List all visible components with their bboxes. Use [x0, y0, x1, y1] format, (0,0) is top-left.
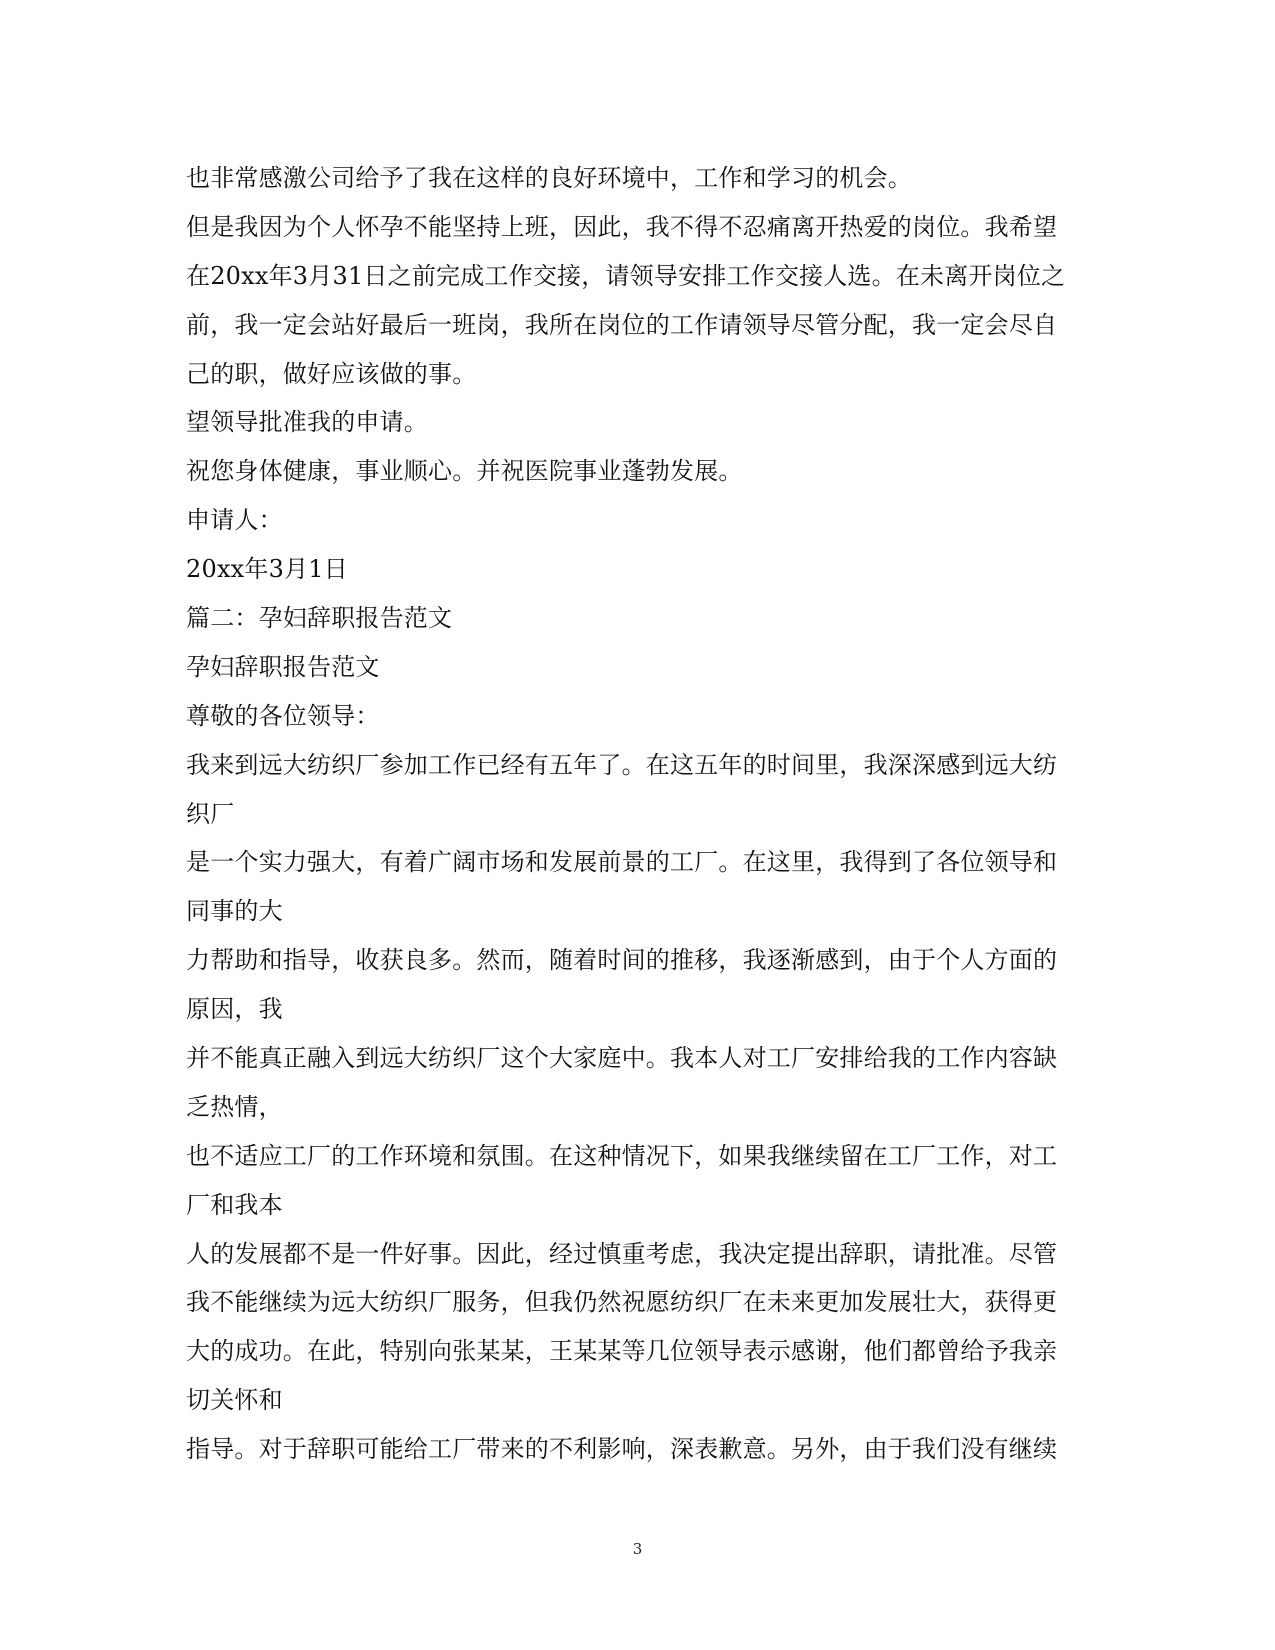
text-line: 但是我因为个人怀孕不能坚持上班，因此，我不得不忍痛离开热爱的岗位。我希望: [186, 212, 1058, 241]
text-line: 乏热情，: [186, 1092, 283, 1121]
text-line: 指导。对于辞职可能给工厂带来的不利影响，深表歉意。另外，由于我们没有继续: [186, 1435, 1058, 1464]
section-heading: 篇二：孕妇辞职报告范文: [186, 604, 453, 633]
page-number: 3: [632, 1540, 643, 1558]
text-line: 望领导批准我的申请。: [186, 408, 428, 437]
salutation: 尊敬的各位领导：: [186, 701, 380, 730]
text-line: 祝您身体健康，事业顺心。并祝医院事业蓬勃发展。: [186, 457, 743, 486]
text-line: 我来到远大纺织厂参加工作已经有五年了。在这五年的时间里，我深深感到远大纺: [186, 750, 1058, 779]
text-line: 并不能真正融入到远大纺织厂这个大家庭中。我本人对工厂安排给我的工作内容缺: [186, 1044, 1058, 1073]
text-line: 前，我一定会站好最后一班岗，我所在岗位的工作请领导尽管分配，我一定会尽自: [186, 310, 1058, 339]
text-line: 也不适应工厂的工作环境和氛围。在这种情况下，如果我继续留在工厂工作，对工: [186, 1141, 1058, 1170]
text-line: 人的发展都不是一件好事。因此，经过慎重考虑，我决定提出辞职，请批准。尽管: [186, 1239, 1058, 1268]
signature-date: 20xx年3月1日: [186, 555, 348, 584]
text-line: 己的职，做好应该做的事。: [186, 359, 477, 388]
document-title: 孕妇辞职报告范文: [186, 652, 380, 681]
body-text: [186, 154, 1086, 1474]
text-line: 我不能继续为远大纺织厂服务，但我仍然祝愿纺织厂在未来更加发展壮大，获得更: [186, 1288, 1058, 1317]
text-line: 厂和我本: [186, 1190, 283, 1219]
text-line: 力帮助和指导，收获良多。然而，随着时间的推移，我逐渐感到，由于个人方面的: [186, 946, 1058, 975]
text-line: 是一个实力强大，有着广阔市场和发展前景的工厂。在这里，我得到了各位领导和: [186, 848, 1058, 877]
text-line: 在20xx年3月31日之前完成工作交接，请领导安排工作交接人选。在未离开岗位之: [186, 261, 1066, 290]
text-line: 同事的大: [186, 897, 283, 926]
text-line: 织厂: [186, 799, 235, 828]
text-line: 大的成功。在此，特别向张某某，王某某等几位领导表示感谢，他们都曾给予我亲: [186, 1337, 1058, 1366]
text-line: 也非常感激公司给予了我在这样的良好环境中，工作和学习的机会。: [186, 164, 912, 192]
text-line: 原因，我: [186, 995, 283, 1024]
signature-label: 申请人：: [186, 506, 283, 535]
text-line: 切关怀和: [186, 1386, 283, 1415]
